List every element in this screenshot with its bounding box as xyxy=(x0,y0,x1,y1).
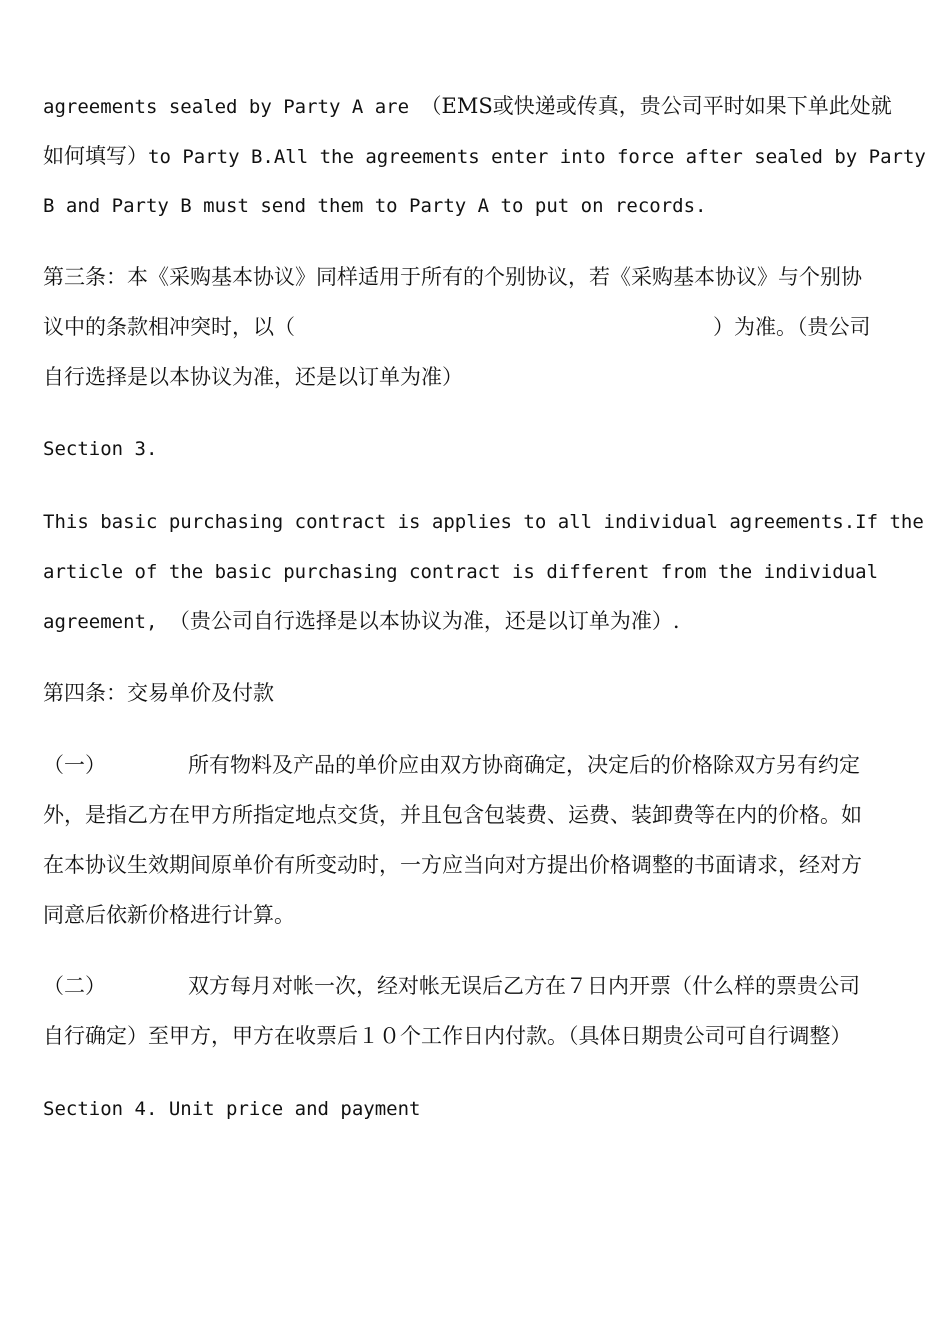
section-3-line-3 xyxy=(43,609,680,634)
article-4-clause-2-line-2: 自行确定）至甲方，甲方在收票后１０个工作日内付款。（具体日期贵公司可自行调整） xyxy=(43,1024,852,1048)
section-3-line-3-cn: （贵公司自行选择是以本协议为准，还是以订单为准）. xyxy=(168,609,680,633)
article-3-line-2-end: ）为准。（贵公司 xyxy=(713,315,871,339)
section-4-heading: Section 4. Unit price and payment xyxy=(43,1098,421,1120)
article-4-clause-1-line-2: 外，是指乙方在甲方所指定地点交货，并且包含包装费、运费、装卸费等在内的价格。如 xyxy=(43,803,862,827)
text-line-2-en: to Party B.All the agreements enter into force after sealed by Party xyxy=(148,146,926,168)
article-4-clause-1-line-4: 同意后依新价格进行计算。 xyxy=(43,903,295,927)
article-4-heading: 第四条：交易单价及付款 xyxy=(43,681,274,705)
clause-1-text: 所有物料及产品的单价应由双方协商确定，决定后的价格除双方另有约定 xyxy=(188,753,860,777)
article-3-line-1: 第三条：本《采购基本协议》同样适用于所有的个别协议，若《采购基本协议》与个别协 xyxy=(43,265,862,289)
article-3-line-2 xyxy=(43,315,871,339)
article-3-line-2-start: 议中的条款相冲突时，以（ xyxy=(43,315,295,339)
clause-2-text: 双方每月对帐一次，经对帐无误后乙方在７日内开票（什么样的票贵公司 xyxy=(188,974,860,998)
clause-2-label: （二） xyxy=(43,974,106,998)
text-line-3: B and Party B must send them to Party A to put on records. xyxy=(43,195,707,217)
section-3-line-2: article of the basic purchasing contract is different from the individual xyxy=(43,561,879,583)
text-line-2 xyxy=(43,144,926,169)
section-3-line-1: This basic purchasing contract is applies to all individual agreements.If the xyxy=(43,511,924,533)
text-line-1-en: agreements sealed by Party A are xyxy=(43,96,421,118)
section-3-heading: Section 3. xyxy=(43,438,158,460)
text-line-2-cn: 如何填写） xyxy=(43,144,148,168)
article-4-clause-1-line-1 xyxy=(43,753,860,777)
text-line-1-cn: （EMS或快递或传真，贵公司平时如果下单此处就 xyxy=(420,94,892,118)
article-4-clause-1-line-3: 在本协议生效期间原单价有所变动时，一方应当向对方提出价格调整的书面请求，经对方 xyxy=(43,853,862,877)
text-line-1 xyxy=(43,94,892,119)
section-3-line-3-en: agreement, xyxy=(43,611,169,633)
article-4-clause-2-line-1 xyxy=(43,974,860,998)
clause-1-label: （一） xyxy=(43,753,106,777)
article-3-line-3: 自行选择是以本协议为准，还是以订单为准） xyxy=(43,365,463,389)
